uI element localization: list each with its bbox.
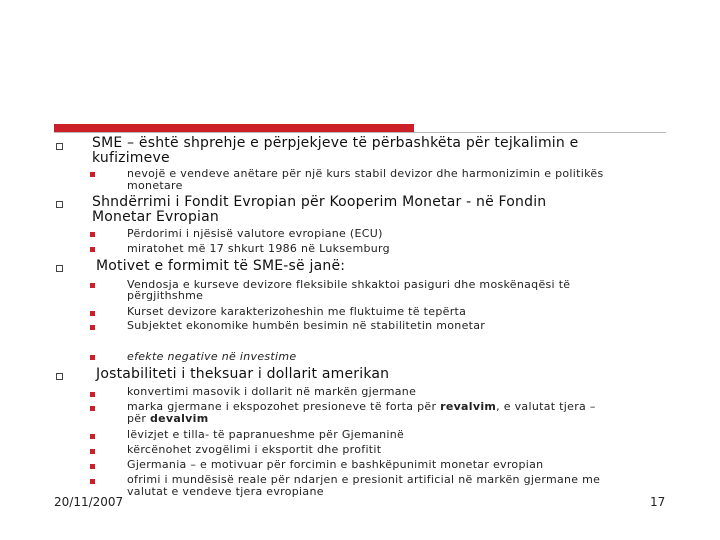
sub-bullet-icon — [90, 283, 95, 288]
sub-bullet-icon — [90, 172, 95, 177]
sub-bullet-icon — [90, 247, 95, 252]
list-item: ofrimi i mundësisë reale për ndarjen e presionit artificial në markën gjermane me — [127, 473, 601, 486]
list-item-cont: valutat e vendeve tjera evropiane — [127, 485, 324, 498]
list-item: Vendosja e kurseve devizore fleksibile shkaktoi pasiguri dhe moskënaqësi të — [127, 278, 571, 291]
sub-bullet-icon — [90, 392, 95, 397]
section-bullet-icon — [56, 143, 63, 150]
sub-bullet-icon — [90, 406, 95, 411]
list-item: lëvizjet e tilla- të papranueshme për Gjemaninë — [127, 428, 405, 441]
sub-bullet-icon — [90, 464, 95, 469]
list-item: konvertimi masovik i dollarit në markën gjermane — [127, 385, 417, 398]
section-heading-fund-cont: Monetar Evropian — [92, 209, 219, 225]
sub-bullet-icon — [90, 479, 95, 484]
list-item: Gjermania – e motivuar për forcimin e bashkëpunimit monetar evropian — [127, 458, 544, 471]
list-item: miratohet më 17 shkurt 1986 në Luksemburg — [127, 242, 390, 255]
sub-bullet-icon — [90, 325, 95, 330]
sub-bullet-icon — [90, 355, 95, 360]
section-bullet-icon — [56, 201, 63, 208]
list-item: kërcënohet zvogëlimi i eksportit dhe profitit — [127, 443, 382, 456]
section-heading-motives: Motivet e formimit të SME-së janë: — [96, 258, 346, 274]
list-item: Përdorimi i njësisë valutore evropiane (ECU) — [127, 227, 383, 240]
section-heading-sme-cont: kufizimeve — [92, 150, 170, 166]
page-number: 17 — [650, 495, 666, 509]
section-bullet-icon — [56, 265, 63, 272]
list-item: Kurset devizore karakterizoheshin me fluktuime të tepërta — [127, 305, 467, 318]
list-item: Subjektet ekonomike humbën besimin në stabilitetin monetar — [127, 319, 486, 332]
list-item: nevojë e vendeve anëtare për një kurs stabil devizor dhe harmonizimin e politikës — [127, 167, 604, 180]
list-item-cont: përgjithshme — [127, 289, 204, 302]
sub-bullet-icon — [90, 311, 95, 316]
list-item: marka gjermane i ekspozohet presioneve të forta për revalvim, e valutat tjera – — [127, 400, 596, 413]
section-heading-sme: SME – është shprehje e përpjekjeve të përbashkëta për tejkalimin e — [92, 135, 579, 151]
section-bullet-icon — [56, 373, 63, 380]
list-item: efekte negative në investime — [127, 350, 297, 363]
sub-bullet-icon — [90, 434, 95, 439]
sub-bullet-icon — [90, 449, 95, 454]
section-heading-dollar: Jostabiliteti i theksuar i dollarit amerikan — [96, 366, 390, 382]
list-item-cont: për devalvim — [127, 412, 209, 425]
sub-bullet-icon — [90, 232, 95, 237]
footer-date: 20/11/2007 — [54, 495, 124, 509]
section-heading-fund: Shndërrimi i Fondit Evropian për Kooperim Monetar - në Fondin — [92, 194, 547, 210]
list-item-cont: monetare — [127, 179, 183, 192]
title-divider-line — [54, 132, 666, 133]
